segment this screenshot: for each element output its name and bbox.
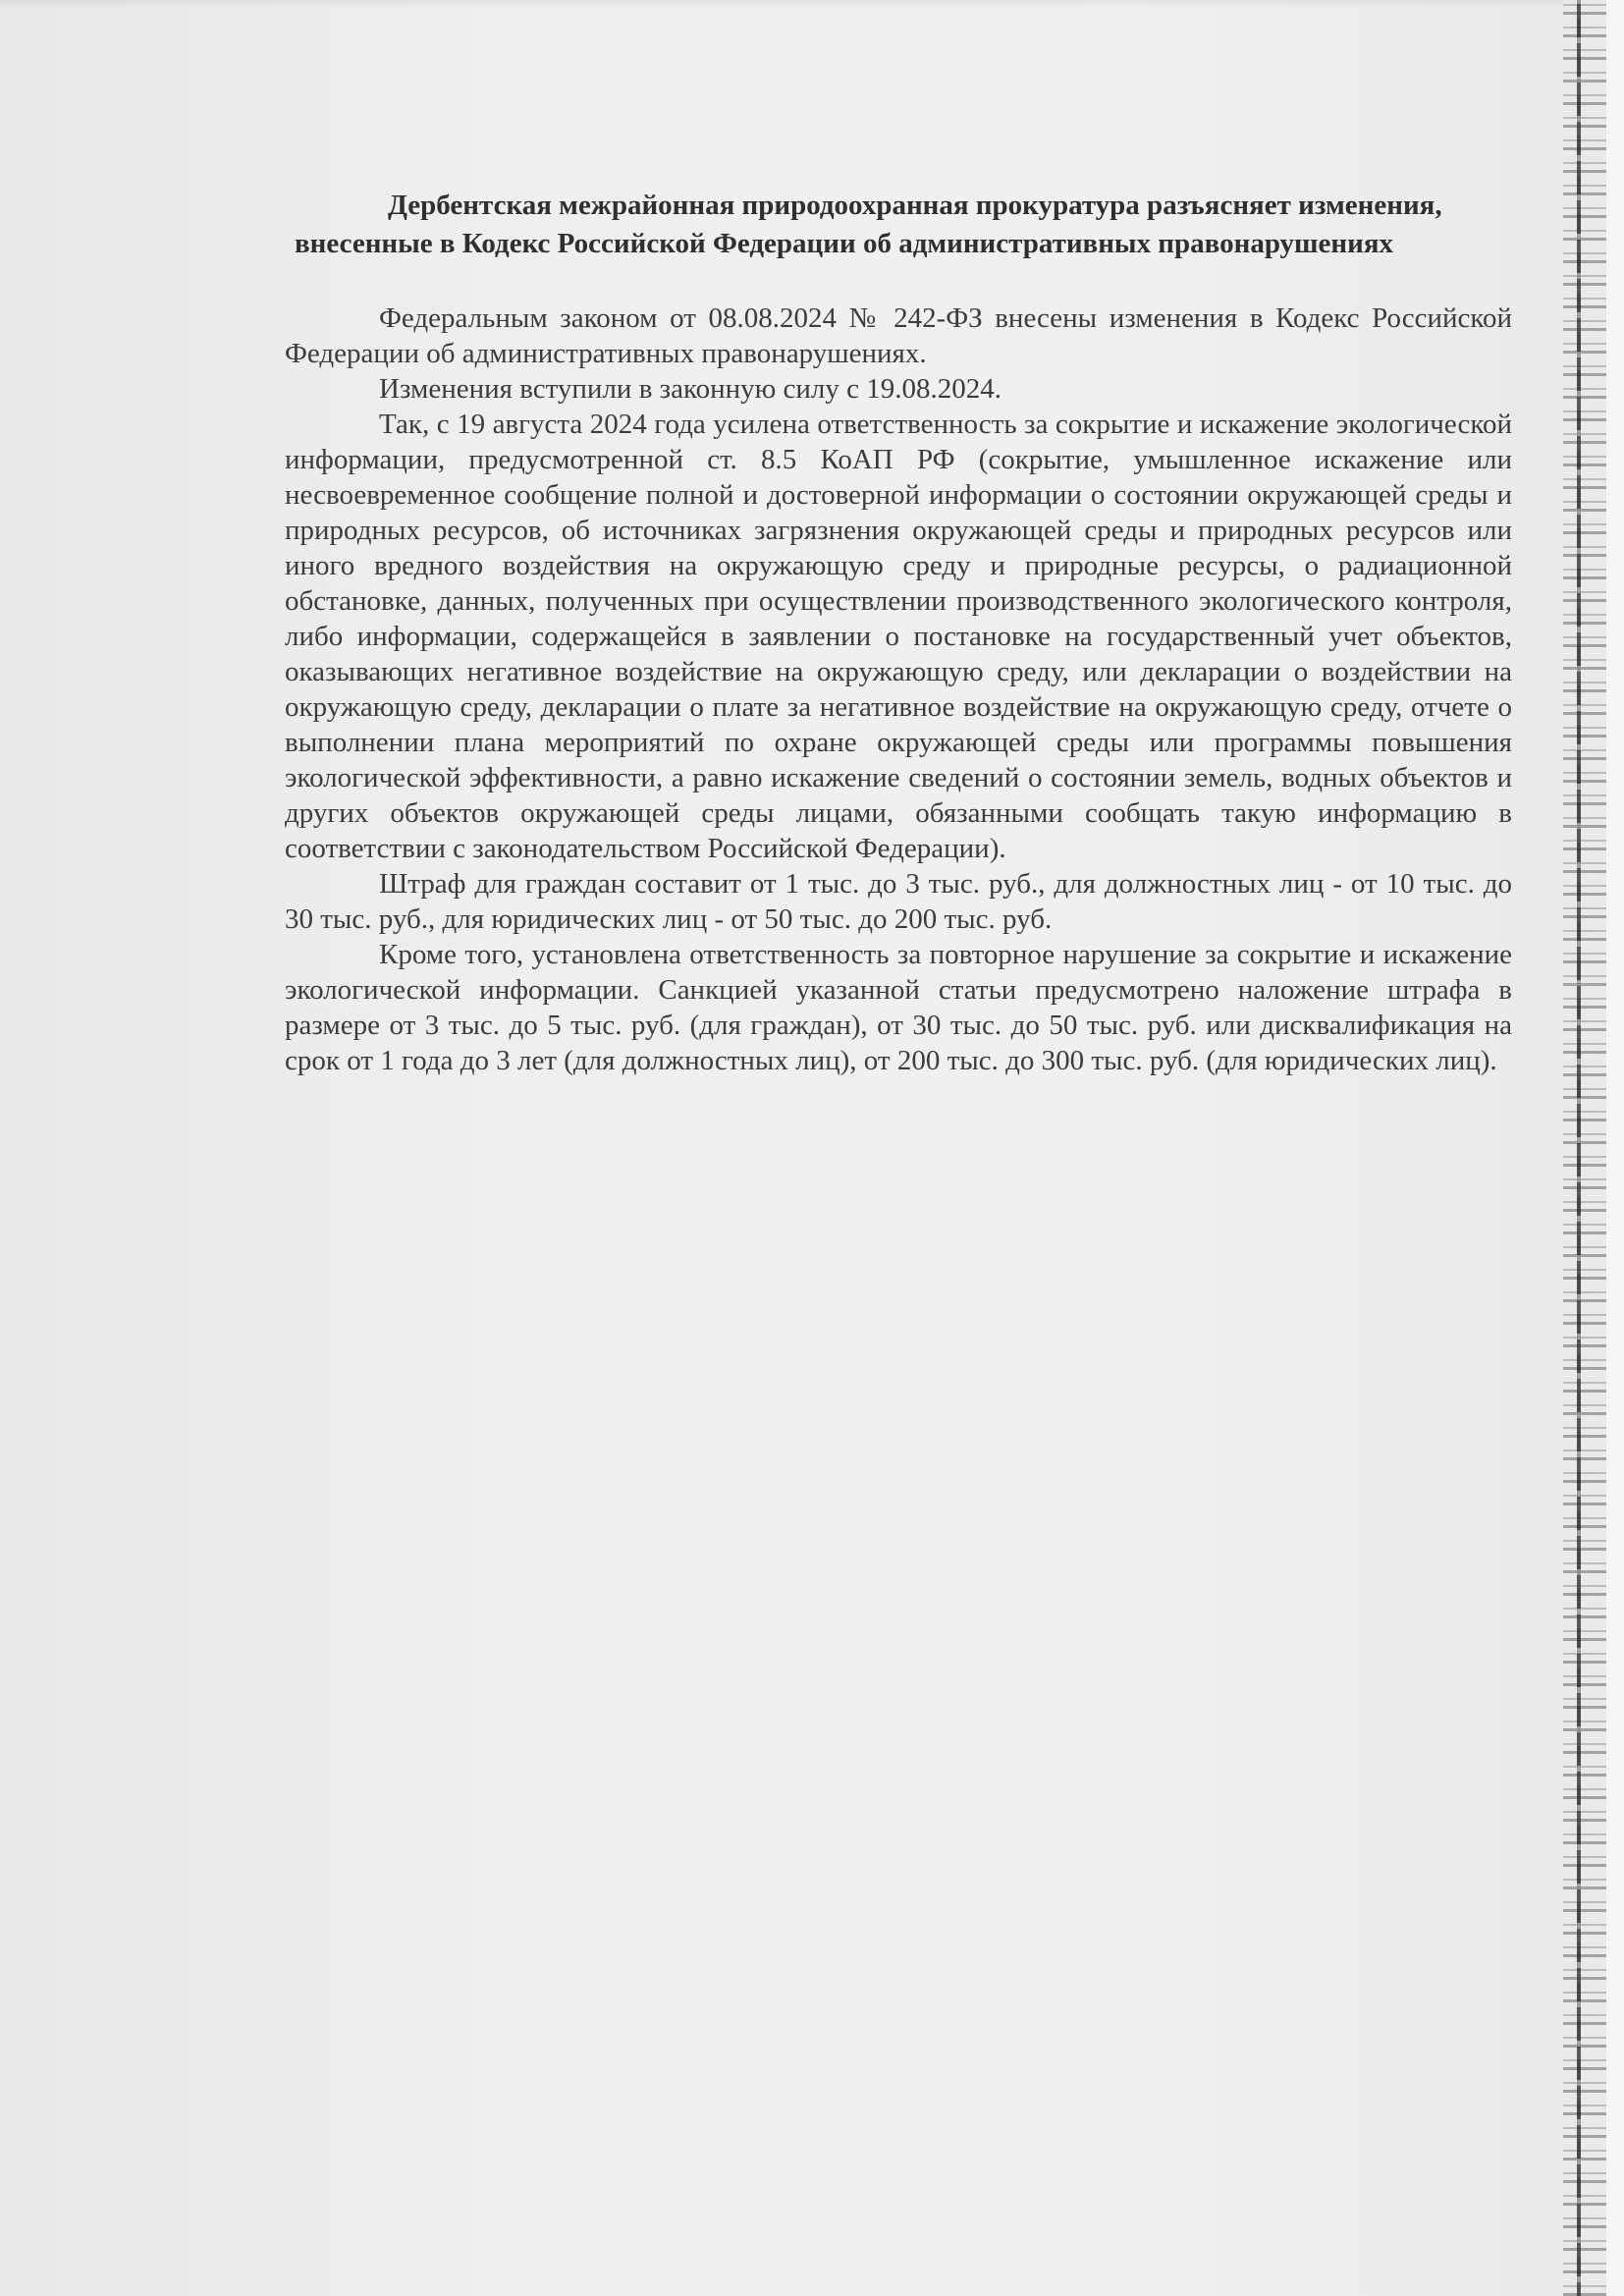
paragraph-liability-details: Так, с 19 августа 2024 года усилена ответственность за сокрытие и искажение экологической информации, предусмотренной ст. 8.5 КоАП РФ (сокрытие, умышленное искажение или несвоевременное сообщение полной и достоверной информации о состоянии окружающей среды и природных ресурсов, об источниках загрязнения окружающей среды и природных ресурсов или иного вредного воздействия на окружающую среду и природные ресурсы, о радиационной обстановке, данных, полученных при осуществлении производственного экологического контроля, либо информации, содержащейся в заявлении о постановке на государственный учет объектов, оказывающих негативное воздействие на окружающую среду, или декларации о воздействии на окружающую среду, декларации о плате за негативное воздействие на окружающую среду, отчете о выполнении плана мероприятий по охране окружающей среды или программы повышения экологической эффективности, а равно искажение сведений о состоянии земель, водных объектов и других объектов окружающей среды лицами, обязанными сообщать такую информацию в соответствии с законодательством Российской Федерации). [285,409,1512,864]
top-shadow [0,0,1563,8]
scan-edge-artifact [1563,0,1606,2296]
paragraph-effective-date: Изменения вступили в законную силу с 19.08.2024. [379,373,1002,405]
paragraph-fines: Штраф для граждан составит от 1 тыс. до 3 тыс. руб., для должностных лиц - от 10 тыс. до 30 тыс. руб., для юридических лиц - от 50 тыс. до 200 тыс. руб. [285,868,1512,935]
document-body [285,187,1512,1078]
scan-edge-line [1577,0,1581,2296]
document-title: Дербентская межрайонная природоохранная прокуратура разъясняет изменения, внесенные в Кодекс Российской Федерации об административных правонарушениях [295,190,1442,259]
paragraph-law-reference: Федеральным законом от 08.08.2024 № 242-ФЗ внесены изменения в Кодекс Российской Федерации об административных правонарушениях. [285,302,1512,369]
scan-edge-margin [1606,0,1624,2296]
paragraph-repeat-violation: Кроме того, установлена ответственность за повторное нарушение за сокрытие и искажение экологической информации. Санкцией указанной статьи предусмотрено наложение штрафа в размере от 3 тыс. до 5 тыс. руб. (для граждан), от 30 тыс. до 50 тыс. руб. или дисквалификация на срок от 1 года до 3 лет (для должностных лиц), от 200 тыс. до 300 тыс. руб. (для юридических лиц). [285,939,1512,1076]
